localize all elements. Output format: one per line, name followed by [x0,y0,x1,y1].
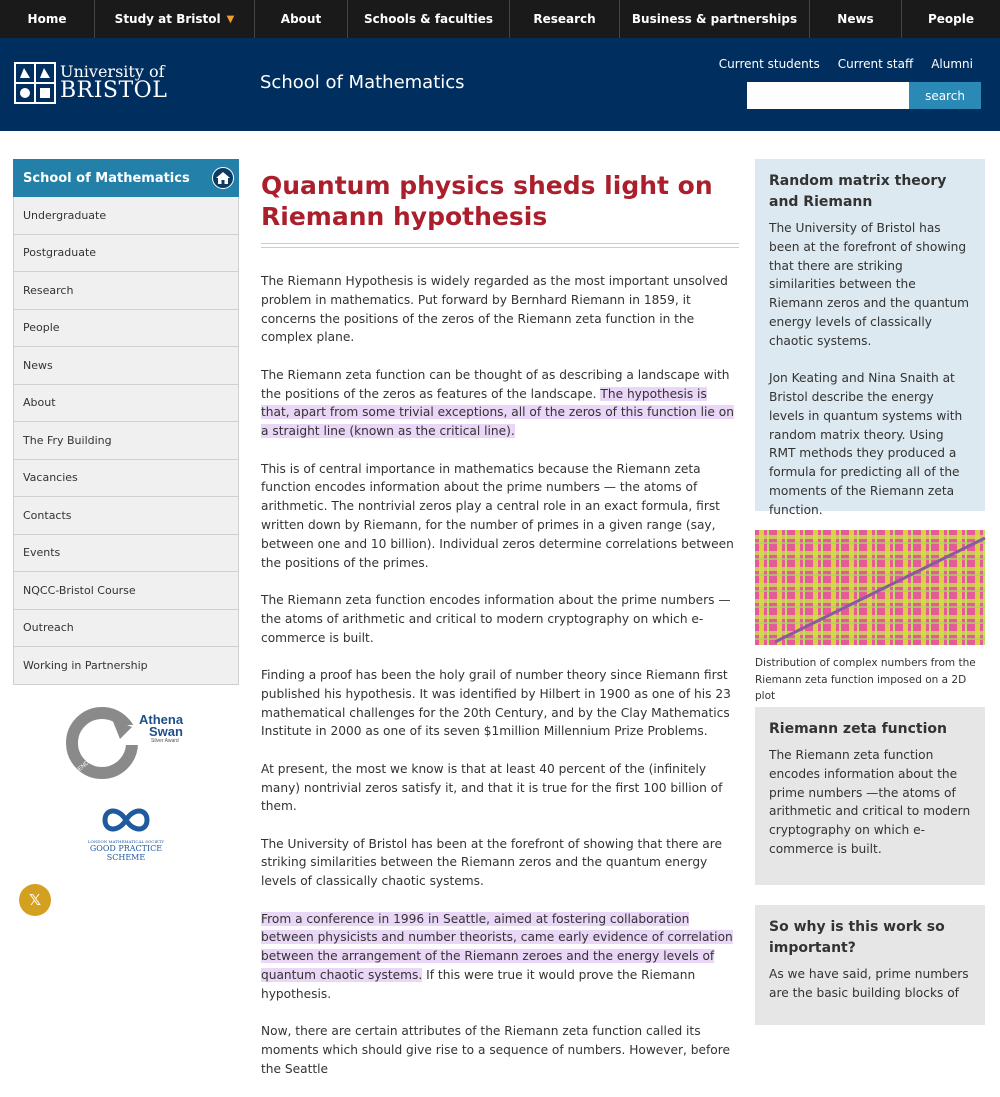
sidebar-item-vacancies[interactable]: Vacancies [13,460,239,498]
link-current-staff[interactable]: Current staff [837,57,914,71]
info-box-text: Jon Keating and Nina Snaith at Bristol describe the energy levels in quantum systems with random matrix theory. Using RMT methods they produced a formula for predicting all of the moments of the Riemann zeta function. [769,371,963,517]
infinity-icon [102,805,150,835]
university-logo[interactable] [14,60,168,106]
lms-line1: LONDON MATHEMATICAL SOCIETY [87,839,165,844]
paragraph-9: Now, there are certain attributes of the Riemann zeta function called its moments which should give rise to a sequence of numbers. However, before the Seattle [261,1024,730,1076]
crest-icon [14,62,56,104]
info-box-title: Riemann zeta function [769,721,947,737]
logo-line2: BRISTOL [60,78,168,103]
image-caption: Distribution of complex numbers from the Riemann zeta function imposed on a 2D plot [755,657,976,702]
x-share-icon[interactable] [19,884,51,916]
nav-news[interactable] [810,0,902,38]
lms-good-practice-logo [86,805,166,867]
chevron-down-icon: ▼ [226,13,235,25]
sidebar-item-nqcc[interactable]: NQCC-Bristol Course [13,572,239,610]
article [261,170,739,1097]
sidebar-heading[interactable] [13,159,239,197]
sidebar-item-postgraduate[interactable]: Postgraduate [13,235,239,273]
paragraph-5: Finding a proof has been the holy grail of number theory since Riemann first published his hypothesis. It was identified by Hilbert in 1900 as one of his 23 mathematical challenges for the 20th Century, and by the Clay Mathematics Institute in 2000 as one of its seven $1million Millennium Prize Problems. [261,667,731,739]
athena-line3: Silver Award [151,738,179,744]
info-box-why-important [755,905,985,1025]
sidebar-item-events[interactable]: Events [13,535,239,573]
nav-about-label: About [280,12,322,26]
title-line2: Riemann hypothesis [261,202,548,231]
athena-swan-logo [64,705,189,780]
title-line1: Quantum physics sheds light on [261,171,713,200]
nav-home-label: Home [27,12,67,26]
info-box-zeta-function [755,707,985,885]
site-header [0,38,1000,131]
home-icon[interactable] [212,167,234,189]
paragraph-2 [261,366,739,441]
nav-people[interactable] [902,0,1000,38]
nav-business[interactable] [620,0,810,38]
x-share-label: 𝕏 [28,891,42,909]
search-input[interactable] [747,82,909,109]
sidebar-item-contacts[interactable]: Contacts [13,497,239,535]
paragraph-8-text: If this were true it would prove the Riemann hypothesis. [261,968,696,1001]
paragraph-1: The Riemann Hypothesis is widely regarded as the most important unsolved problem in mathematics. Put forward by Bernhard Riemann in 1859, it concerns the positions of the zeros of the Riemann zeta function in the complex plane. [261,274,728,345]
lms-line2: GOOD PRACTICE [89,844,163,853]
paragraph-3: This is of central importance in mathematics because the Riemann zeta function encodes information about the prime numbers — the atoms of arithmetic. The nontrivial zeros play a central role in an exact formula, first written down by Riemann, for the number of primes in a given range (say, between one and 10 billion). Individual zeros determine correlations between the positions of the primes. [261,461,734,570]
zeta-plot-image [755,530,985,645]
info-box-random-matrix [755,159,985,517]
sidebar-item-outreach[interactable]: Outreach [13,610,239,648]
athena-line2: Swan [149,724,183,739]
paragraph-8-highlight: From a conference in 1996 in Seattle, aimed at fostering collaboration between physicists and number theorists, came early evidence of correlation between the arrangement of the Riemann zeroes and the energy levels of quantum chaotic systems. [261,911,733,983]
link-current-students[interactable]: Current students [718,57,820,71]
sidebar-item-about[interactable]: About [13,385,239,423]
link-alumni[interactable]: Alumni [931,57,973,71]
paragraph-2-highlight: The hypothesis is that, apart from some trivial exceptions, all of the zeros of this function lie on a straight line (known as the critical line). [261,386,734,439]
article-body [261,272,739,1079]
school-title[interactable]: School of Mathematics [260,72,465,93]
athena-ring-text: GENDER CHARTER [73,735,121,776]
nav-business-label: Business & partnerships [631,12,798,26]
nav-people-label: People [927,12,975,26]
sidebar-item-undergraduate[interactable]: Undergraduate [13,197,239,235]
info-box-text: The Riemann zeta function encodes information about the prime numbers —the atoms of arithmetic and critical to modern cryptography on which e-commerce is built. [769,748,971,856]
search-form [747,82,981,109]
info-box-title: So why is this work so important? [769,919,945,956]
search-button[interactable]: search [909,82,981,109]
nav-study[interactable] [95,0,255,38]
sidebar-heading-label: School of Mathematics [23,170,190,186]
paragraph-7: The University of Bristol has been at the forefront of showing that there are striking similarities between the Riemann zeros and the quantum energy levels of classically chaotic systems. [261,836,723,889]
page-title [261,170,739,232]
nav-study-label: Study at Bristol [114,12,221,26]
logo-line1: University of [60,62,165,81]
sidebar-item-people[interactable]: People [13,310,239,348]
nav-schools-label: Schools & faculties [363,12,494,26]
info-box-text: The University of Bristol has been at the forefront of showing that there are striking similarities between the Riemann zeros and the quantum energy levels of classically chaotic systems. [769,221,970,348]
paragraph-8 [261,910,739,1004]
sidebar-item-partnership[interactable]: Working in Partnership [13,647,239,685]
nav-research[interactable] [510,0,620,38]
nav-about[interactable] [255,0,348,38]
sidebar-item-fry-building[interactable]: The Fry Building [13,422,239,460]
paragraph-6: At present, the most we know is that at least 40 percent of the (infinitely many) nontrivial zeros satisfy it, and that it is true for the first 100 billion of them. [261,761,723,814]
title-divider [261,243,739,248]
paragraph-2-text: The Riemann zeta function can be thought of as describing a landscape with the positions of the zeros as features of the landscape. [261,367,730,401]
nav-home[interactable] [0,0,95,38]
info-box-text: As we have said, prime numbers are the basic building blocks of [769,967,969,1000]
nav-schools[interactable] [348,0,510,38]
sidebar-item-research[interactable]: Research [13,272,239,310]
utility-links [719,57,973,71]
paragraph-4: The Riemann zeta function encodes information about the prime numbers —the atoms of arithmetic and critical to modern cryptography on which e-commerce is built. [261,592,731,645]
sidebar-item-news[interactable]: News [13,347,239,385]
athena-line1: Athena [139,712,184,727]
nav-news-label: News [837,12,874,26]
logo-wordmark [60,64,167,102]
info-box-title: Random matrix theory and Riemann [769,173,947,210]
nav-research-label: Research [533,12,596,26]
section-navigation [13,159,239,685]
lms-line3: SCHEME [106,853,146,862]
top-navigation [0,0,1000,38]
